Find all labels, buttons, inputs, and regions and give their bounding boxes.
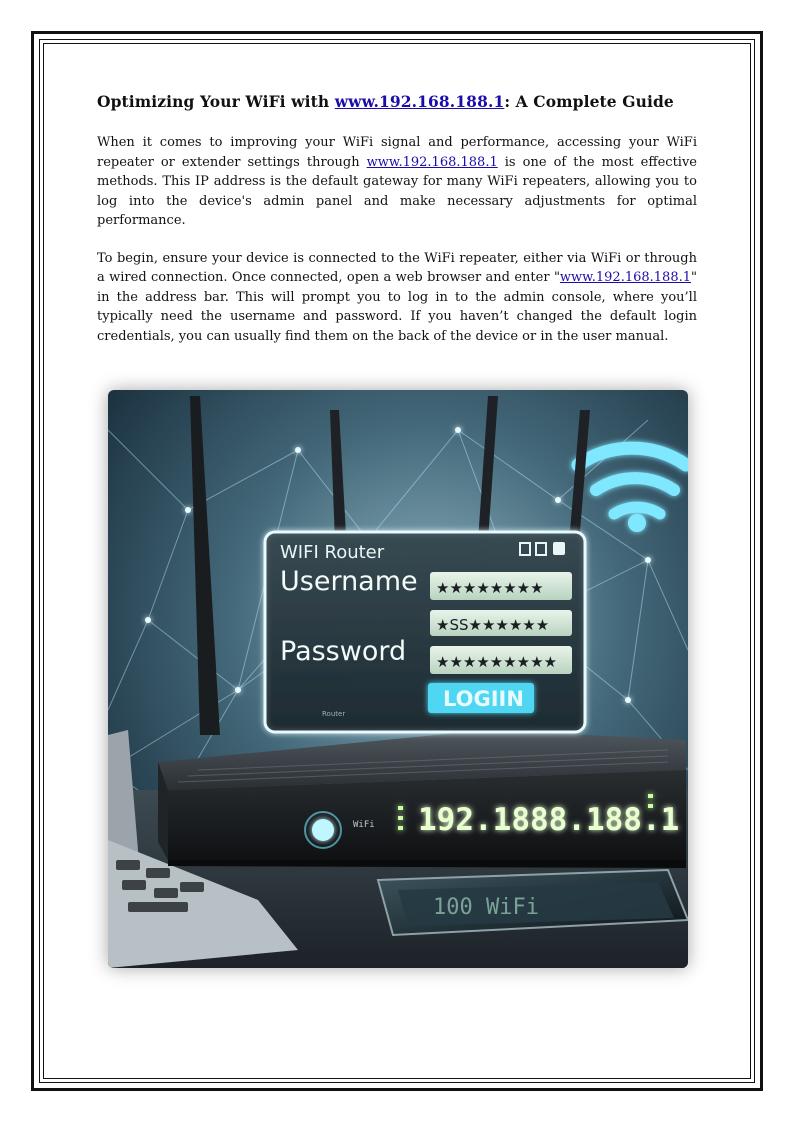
router-illustration-svg [108, 390, 688, 968]
ip-link-1[interactable]: www.192.168.188.1 [366, 154, 498, 170]
panel-close-icon [553, 542, 565, 555]
router-ip-display: 192.1888.188.1 [418, 802, 680, 838]
router-brand-label: WiFi [353, 820, 375, 830]
password-mask-1: ★SS★★★★★★ [436, 616, 550, 634]
password-mask-2: ★★★★★★★★★ [436, 653, 558, 671]
power-led-icon [312, 819, 334, 841]
panel-footer-text: Router [322, 710, 346, 718]
password-label: Password [280, 636, 407, 667]
username-mask: ★★★★★★★★ [436, 579, 544, 597]
router-illustration [108, 390, 688, 968]
article-title: Optimizing Your WiFi with www.192.168.188.1: A Complete Guide [97, 92, 674, 111]
login-panel [265, 532, 585, 732]
article [97, 92, 697, 364]
panel-title: WIFI Router [280, 542, 385, 563]
title-link[interactable]: www.192.168.188.1 [334, 92, 505, 111]
login-button-label: LOGIIN [443, 687, 524, 711]
ip-link-2[interactable]: www.192.168.188.1 [559, 270, 692, 285]
phone-reflection-text: 100 WiFi [433, 895, 539, 920]
username-label: Username [280, 566, 418, 597]
paragraph-steps: To begin, ensure your device is connected to the WiFi repeater, either via WiFi or through a wired connection. Once connected, open a web browser and enter "www.192.168.188.1" in the address bar. This will prompt you to log in to the admin console, where you’ll typically need the username and password. If you haven’t changed the default login credentials, you can usually find them on the back of the device or in the user manual. [97, 250, 697, 344]
paragraph-intro: When it comes to improving your WiFi signal and performance, accessing your WiFi repeater or extender settings through www.192.168.188.1 is one of the most effective methods. This IP address is the default gateway for many WiFi repeaters, allowing you to log into the device's admin panel and make necessary adjustments for optimal performance. [97, 135, 697, 228]
